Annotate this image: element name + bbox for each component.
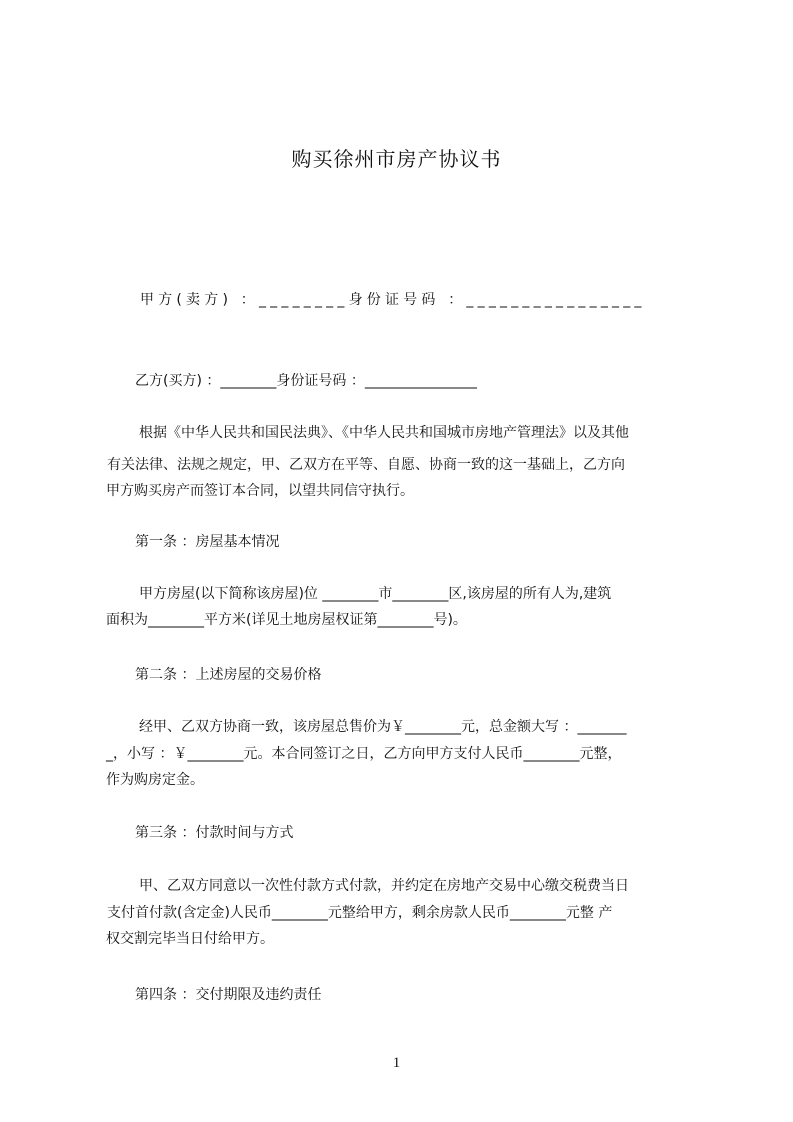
- document-title: 购买徐州市房产协议书: [291, 147, 502, 171]
- preamble-line-3: 甲方购买房产而签订本合同，以望共同信守执行。: [106, 483, 414, 499]
- article-1-heading: 第一条 ：房屋基本情况: [135, 534, 280, 550]
- article-4-heading: 第四条 ：交付期限及违约责任: [135, 987, 322, 1003]
- article-1-line-1: 甲方房屋(以下简称该房屋)位 ________市________区,该房屋的所有人为,建筑: [139, 586, 612, 602]
- article-3-line-2: 支付首付款(含定金)人民币________元整给甲方，剩余房款人民币________元整 产: [107, 905, 613, 921]
- party-b-line: 乙方(买方) ：________身份证号码 ：________________: [135, 373, 477, 389]
- article-3-line-3: 权交割完毕当日付给甲方。: [106, 931, 274, 947]
- party-a-line: 甲方(卖方) ：________身份证号码 ：________________: [140, 292, 646, 308]
- article-3-heading: 第三条 ：付款时间与方式: [135, 825, 294, 841]
- preamble-line-2: 有关法律、法规之规定，甲、乙双方在平等、自愿、协商一致的这一基础上，乙方向: [107, 457, 625, 473]
- article-1-line-2: 面积为________平方米(详见土地房屋权证第________号)。: [106, 612, 467, 628]
- article-2-line-3: 作为购房定金。: [106, 772, 204, 788]
- page-number: 1: [392, 1055, 401, 1071]
- article-2-heading: 第二条 ：上述房屋的交易价格: [135, 667, 322, 683]
- preamble-line-1: 根据《中华人民共和国民法典》、《中华人民共和国城市房地产管理法》以及其他: [139, 425, 629, 441]
- article-2-line-1: 经甲、乙双方协商一致，该房屋总售价为￥________元，总金额大写 ：_______: [139, 719, 627, 735]
- article-3-line-1: 甲、乙双方同意以一次性付款方式付款，并约定在房地产交易中心缴交税费当日: [139, 878, 629, 894]
- article-2-line-2: _，小写 ：￥________元。本合同签订之日，乙方向甲方支付人民币________元整，: [106, 746, 622, 762]
